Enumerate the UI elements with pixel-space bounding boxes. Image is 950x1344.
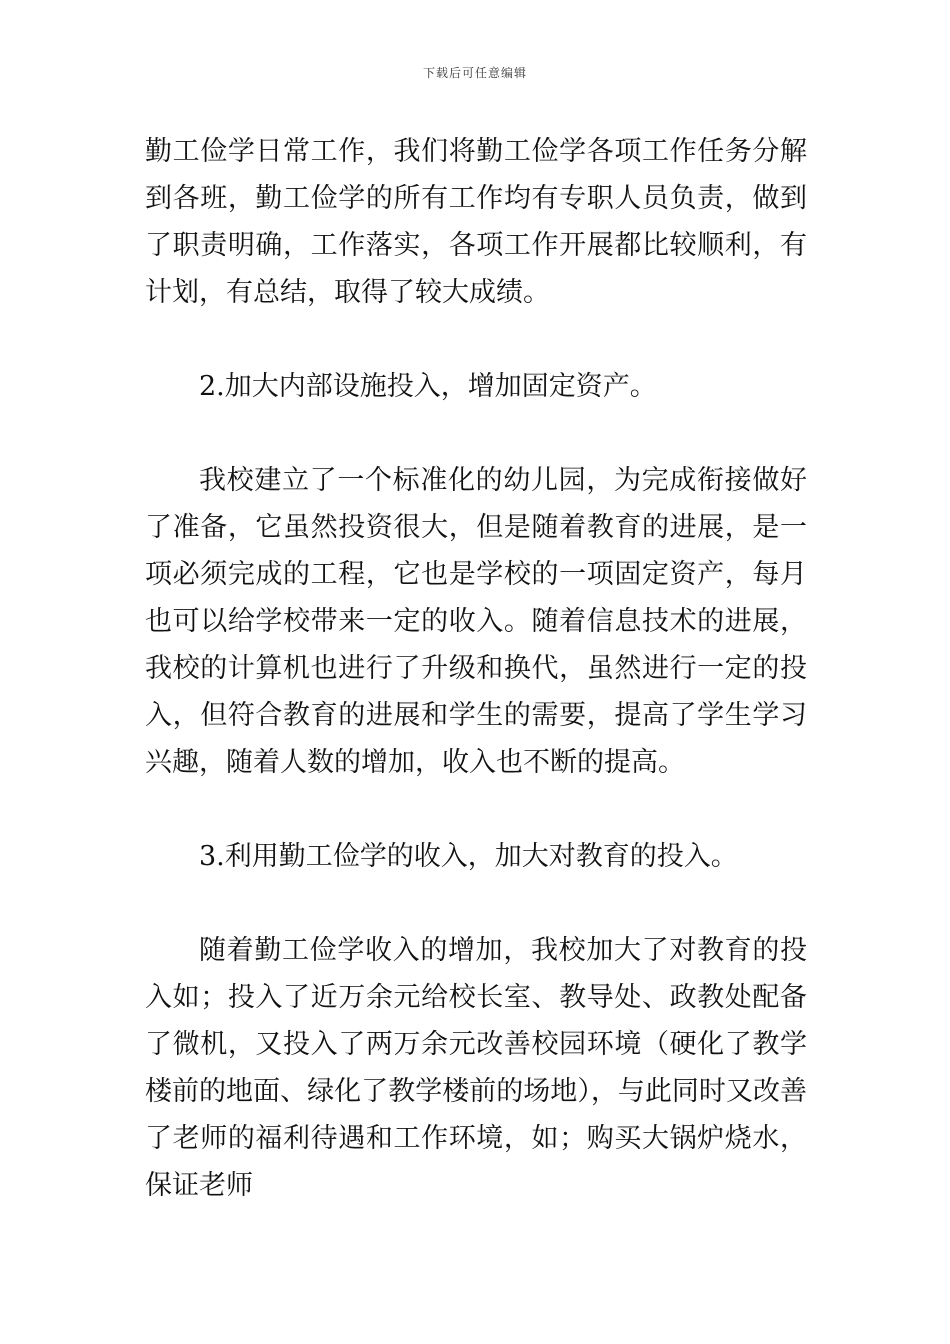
paragraph-1: 勤工俭学日常工作，我们将勤工俭学各项工作任务分解到各班，勤工俭学的所有工作均有专职人员负责，做到了职责明确，工作落实，各项工作开展都比较顺利，有计划，有总结，取得了较大成绩。	[145, 136, 807, 308]
paragraph-2: 我校建立了一个标准化的幼儿园，为完成衔接做好了准备，它虽然投资很大，但是随着教育的进展，是一项必须完成的工程，它也是学校的一项固定资产，每月也可以给学校带来一定的收入。随着信息技术的进展，我校的计算机也进行了升级和换代，虽然进行一定的投入，但符合教育的进展和学生的需要，提高了学生学习兴趣，随着人数的增加，收入也不断的提高。	[145, 465, 807, 778]
page-header: 下载后可任意编辑	[422, 66, 527, 80]
paragraph-3: 随着勤工俭学收入的增加，我校加大了对教育的投入如；投入了近万余元给校长室、教导处、政教处配备了微机，又投入了两万余元改善校园环境（硬化了教学楼前的地面、绿化了教学楼前的场地），与此同时又改善了老师的福利待遇和工作环境，如；购买大锅炉烧水，保证老师	[145, 935, 807, 1201]
section-heading-3: 3.利用勤工俭学的收入，加大对教育的投入。	[199, 841, 738, 872]
paragraph-gap	[145, 786, 807, 833]
paragraph-gap	[145, 316, 807, 363]
paragraph-gap	[145, 880, 807, 927]
paragraph-gap	[145, 410, 807, 457]
document-body	[145, 128, 807, 1209]
section-heading-2: 2.加大内部设施投入，增加固定资产。	[199, 371, 657, 402]
